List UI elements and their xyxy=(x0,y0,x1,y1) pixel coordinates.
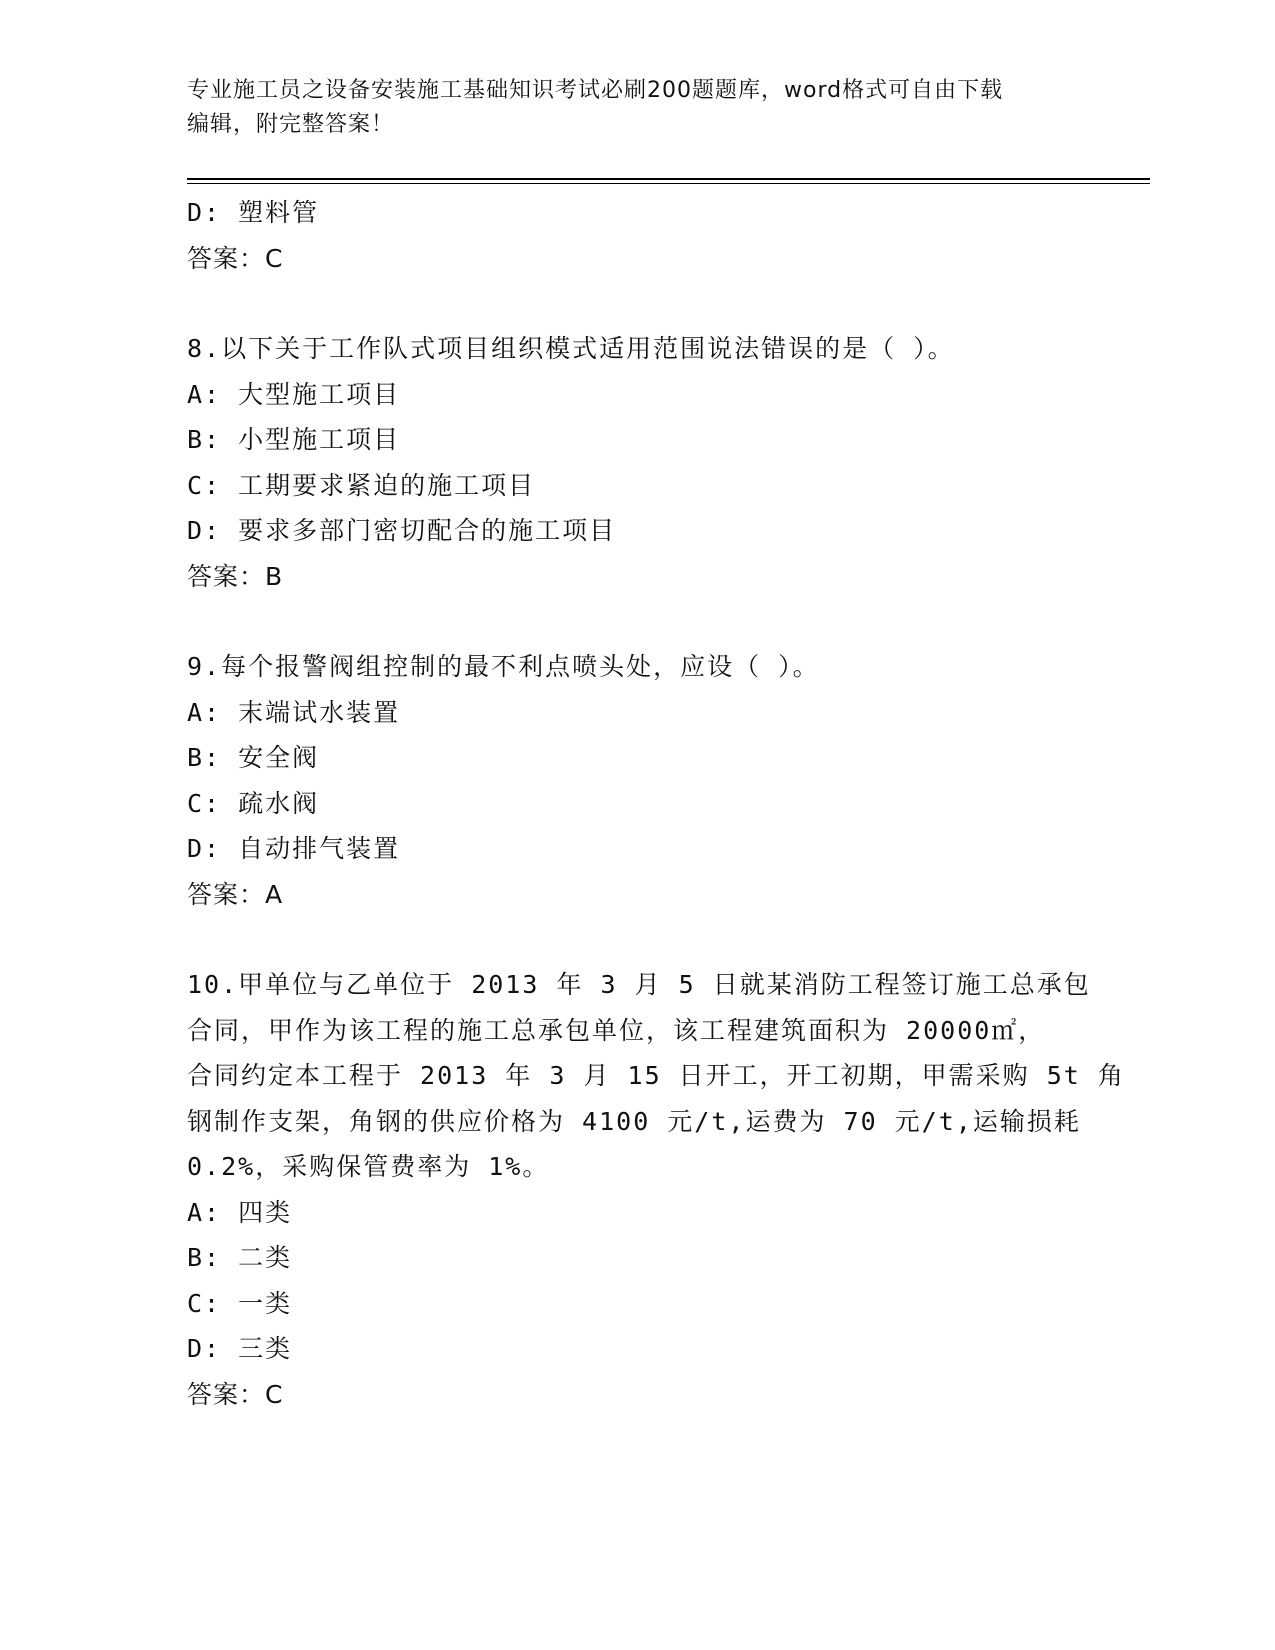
header-divider-thin xyxy=(187,183,1150,184)
question-10-option-d: D: 三类 xyxy=(187,1334,293,1363)
question-8-stem: 8.以下关于工作队式项目组织模式适用范围说法错误的是（ ）。 xyxy=(187,334,955,363)
question-9-stem: 9.每个报警阀组控制的最不利点喷头处，应设（ ）。 xyxy=(187,652,820,681)
question-8-option-a: A: 大型施工项目 xyxy=(187,379,401,409)
question-9-option-c: C: 疏水阀 xyxy=(187,788,320,818)
question-8-option-b: B: 小型施工项目 xyxy=(187,425,401,454)
question-9-option-b: B: 安全阀 xyxy=(187,743,320,772)
question-8-option-c: C: 工期要求紧迫的施工项目 xyxy=(187,470,536,500)
header-title-line-1: 专业施工员之设备安装施工基础知识考试必刷200题题库，word格式可自由下载 xyxy=(187,78,1004,103)
question-10-stem-line-3: 合同约定本工程于 2013 年 3 月 15 日开工，开工初期，甲需采购 5t 角 xyxy=(187,1061,1125,1090)
question-8 xyxy=(187,326,1087,599)
question-9 xyxy=(187,644,1087,917)
question-10-stem-line-1: 10.甲单位与乙单位于 2013 年 3 月 5 日就某消防工程签订施工总承包 xyxy=(187,970,1091,999)
question-10-answer: 答案：C xyxy=(187,1379,284,1409)
question-10-stem-line-4: 钢制作支架，角钢的供应价格为 4100 元/t,运费为 70 元/t,运输损耗 xyxy=(187,1106,1081,1136)
question-10-option-b: B: 二类 xyxy=(187,1243,293,1272)
question-8-answer: 答案：B xyxy=(187,561,284,591)
header-title-line-2: 编辑，附完整答案！ xyxy=(187,112,395,137)
question-7 xyxy=(187,190,1087,281)
header-divider-thick xyxy=(187,178,1150,180)
question-10-option-a: A: 四类 xyxy=(187,1197,293,1227)
document-header xyxy=(187,74,1067,142)
question-spacer xyxy=(187,281,1087,326)
question-9-option-a: A: 末端试水装置 xyxy=(187,697,401,727)
question-9-answer: 答案：A xyxy=(187,879,284,909)
question-list xyxy=(187,190,1125,1417)
question-8-option-d: D: 要求多部门密切配合的施工项目 xyxy=(187,516,617,545)
question-9-option-d: D: 自动排气装置 xyxy=(187,834,401,863)
question-10-option-c: C: 一类 xyxy=(187,1288,293,1318)
question-7-answer: 答案：C xyxy=(187,243,284,273)
question-10 xyxy=(187,962,1125,1417)
question-spacer xyxy=(187,917,1087,962)
question-10-stem-line-2: 合同，甲作为该工程的施工总承包单位，该工程建筑面积为 20000㎡， xyxy=(187,1015,1046,1045)
question-7-option-d: D: 塑料管 xyxy=(187,198,320,227)
question-spacer xyxy=(187,599,1087,644)
question-10-stem-line-5: 0.2%，采购保管费率为 1%。 xyxy=(187,1152,550,1181)
